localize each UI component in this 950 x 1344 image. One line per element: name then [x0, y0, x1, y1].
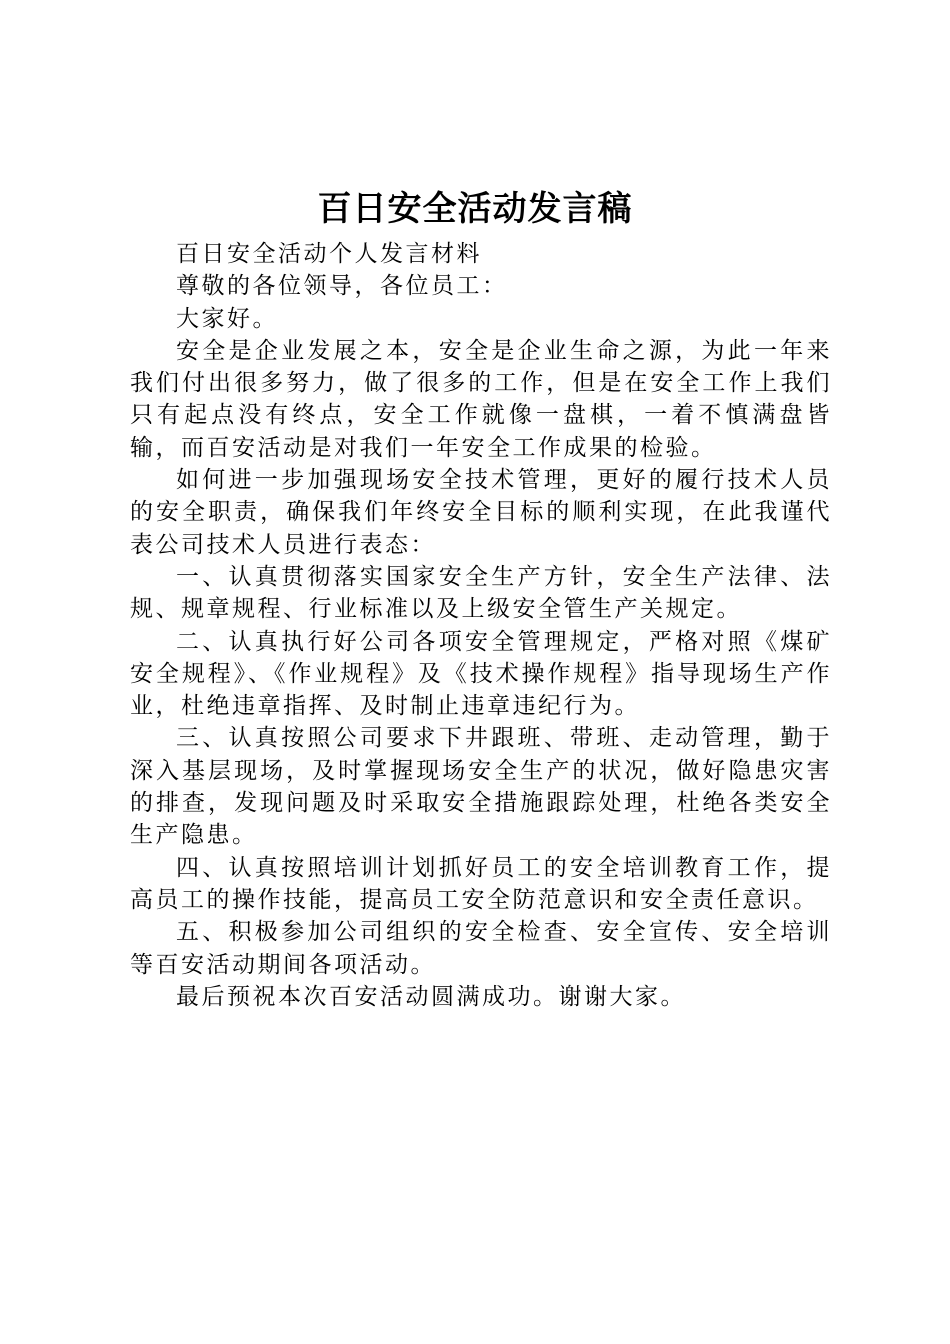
paragraph-point-5: 五、积极参加公司组织的安全检查、安全宣传、安全培训等百安活动期间各项活动。	[130, 919, 832, 978]
paragraph-subtitle: 百日安全活动个人发言材料	[176, 241, 482, 267]
paragraph-point-1: 一、认真贯彻落实国家安全生产方针，安全生产法律、法规、规章规程、行业标准以及上级安全管生产关规定。	[130, 563, 832, 623]
paragraph-intro: 安全是企业发展之本，安全是企业生命之源，为此一年来我们付出很多努力，做了很多的工作，但是在安全工作上我们只有起点没有终点，安全工作就像一盘棋，一着不慎满盘皆输，而百安活动是对我们一年安全工作成果的检验。	[130, 337, 832, 461]
paragraph-salutation: 尊敬的各位领导，各位员工：	[176, 273, 508, 300]
paragraph-greeting: 大家好。	[176, 305, 278, 332]
paragraph-point-2: 二、认真执行好公司各项安全管理规定，严格对照《煤矿安全规程》、《作业规程》及《技术操作规程》指导现场生产作业，杜绝违章指挥、及时制止违章违纪行为。	[130, 628, 832, 720]
paragraph-closing: 最后预祝本次百安活动圆满成功。谢谢大家。	[176, 983, 686, 1010]
paragraph-statement: 如何进一步加强现场安全技术管理，更好的履行技术人员的安全职责，确保我们年终安全目标的顺利实现，在此我谨代表公司技术人员进行表态：	[130, 467, 832, 558]
document-title: 百日安全活动发言稿	[317, 189, 633, 229]
paragraph-point-3: 三、认真按照公司要求下井跟班、带班、走动管理，勤于深入基层现场，及时掌握现场安全生产的状况，做好隐患灾害的排查，发现问题及时采取安全措施跟踪处理，杜绝各类安全生产隐患。	[130, 725, 832, 849]
paragraph-point-4: 四、认真按照培训计划抓好员工的安全培训教育工作，提高员工的操作技能，提高员工安全防范意识和安全责任意识。	[130, 854, 832, 913]
document-body	[130, 238, 832, 1013]
